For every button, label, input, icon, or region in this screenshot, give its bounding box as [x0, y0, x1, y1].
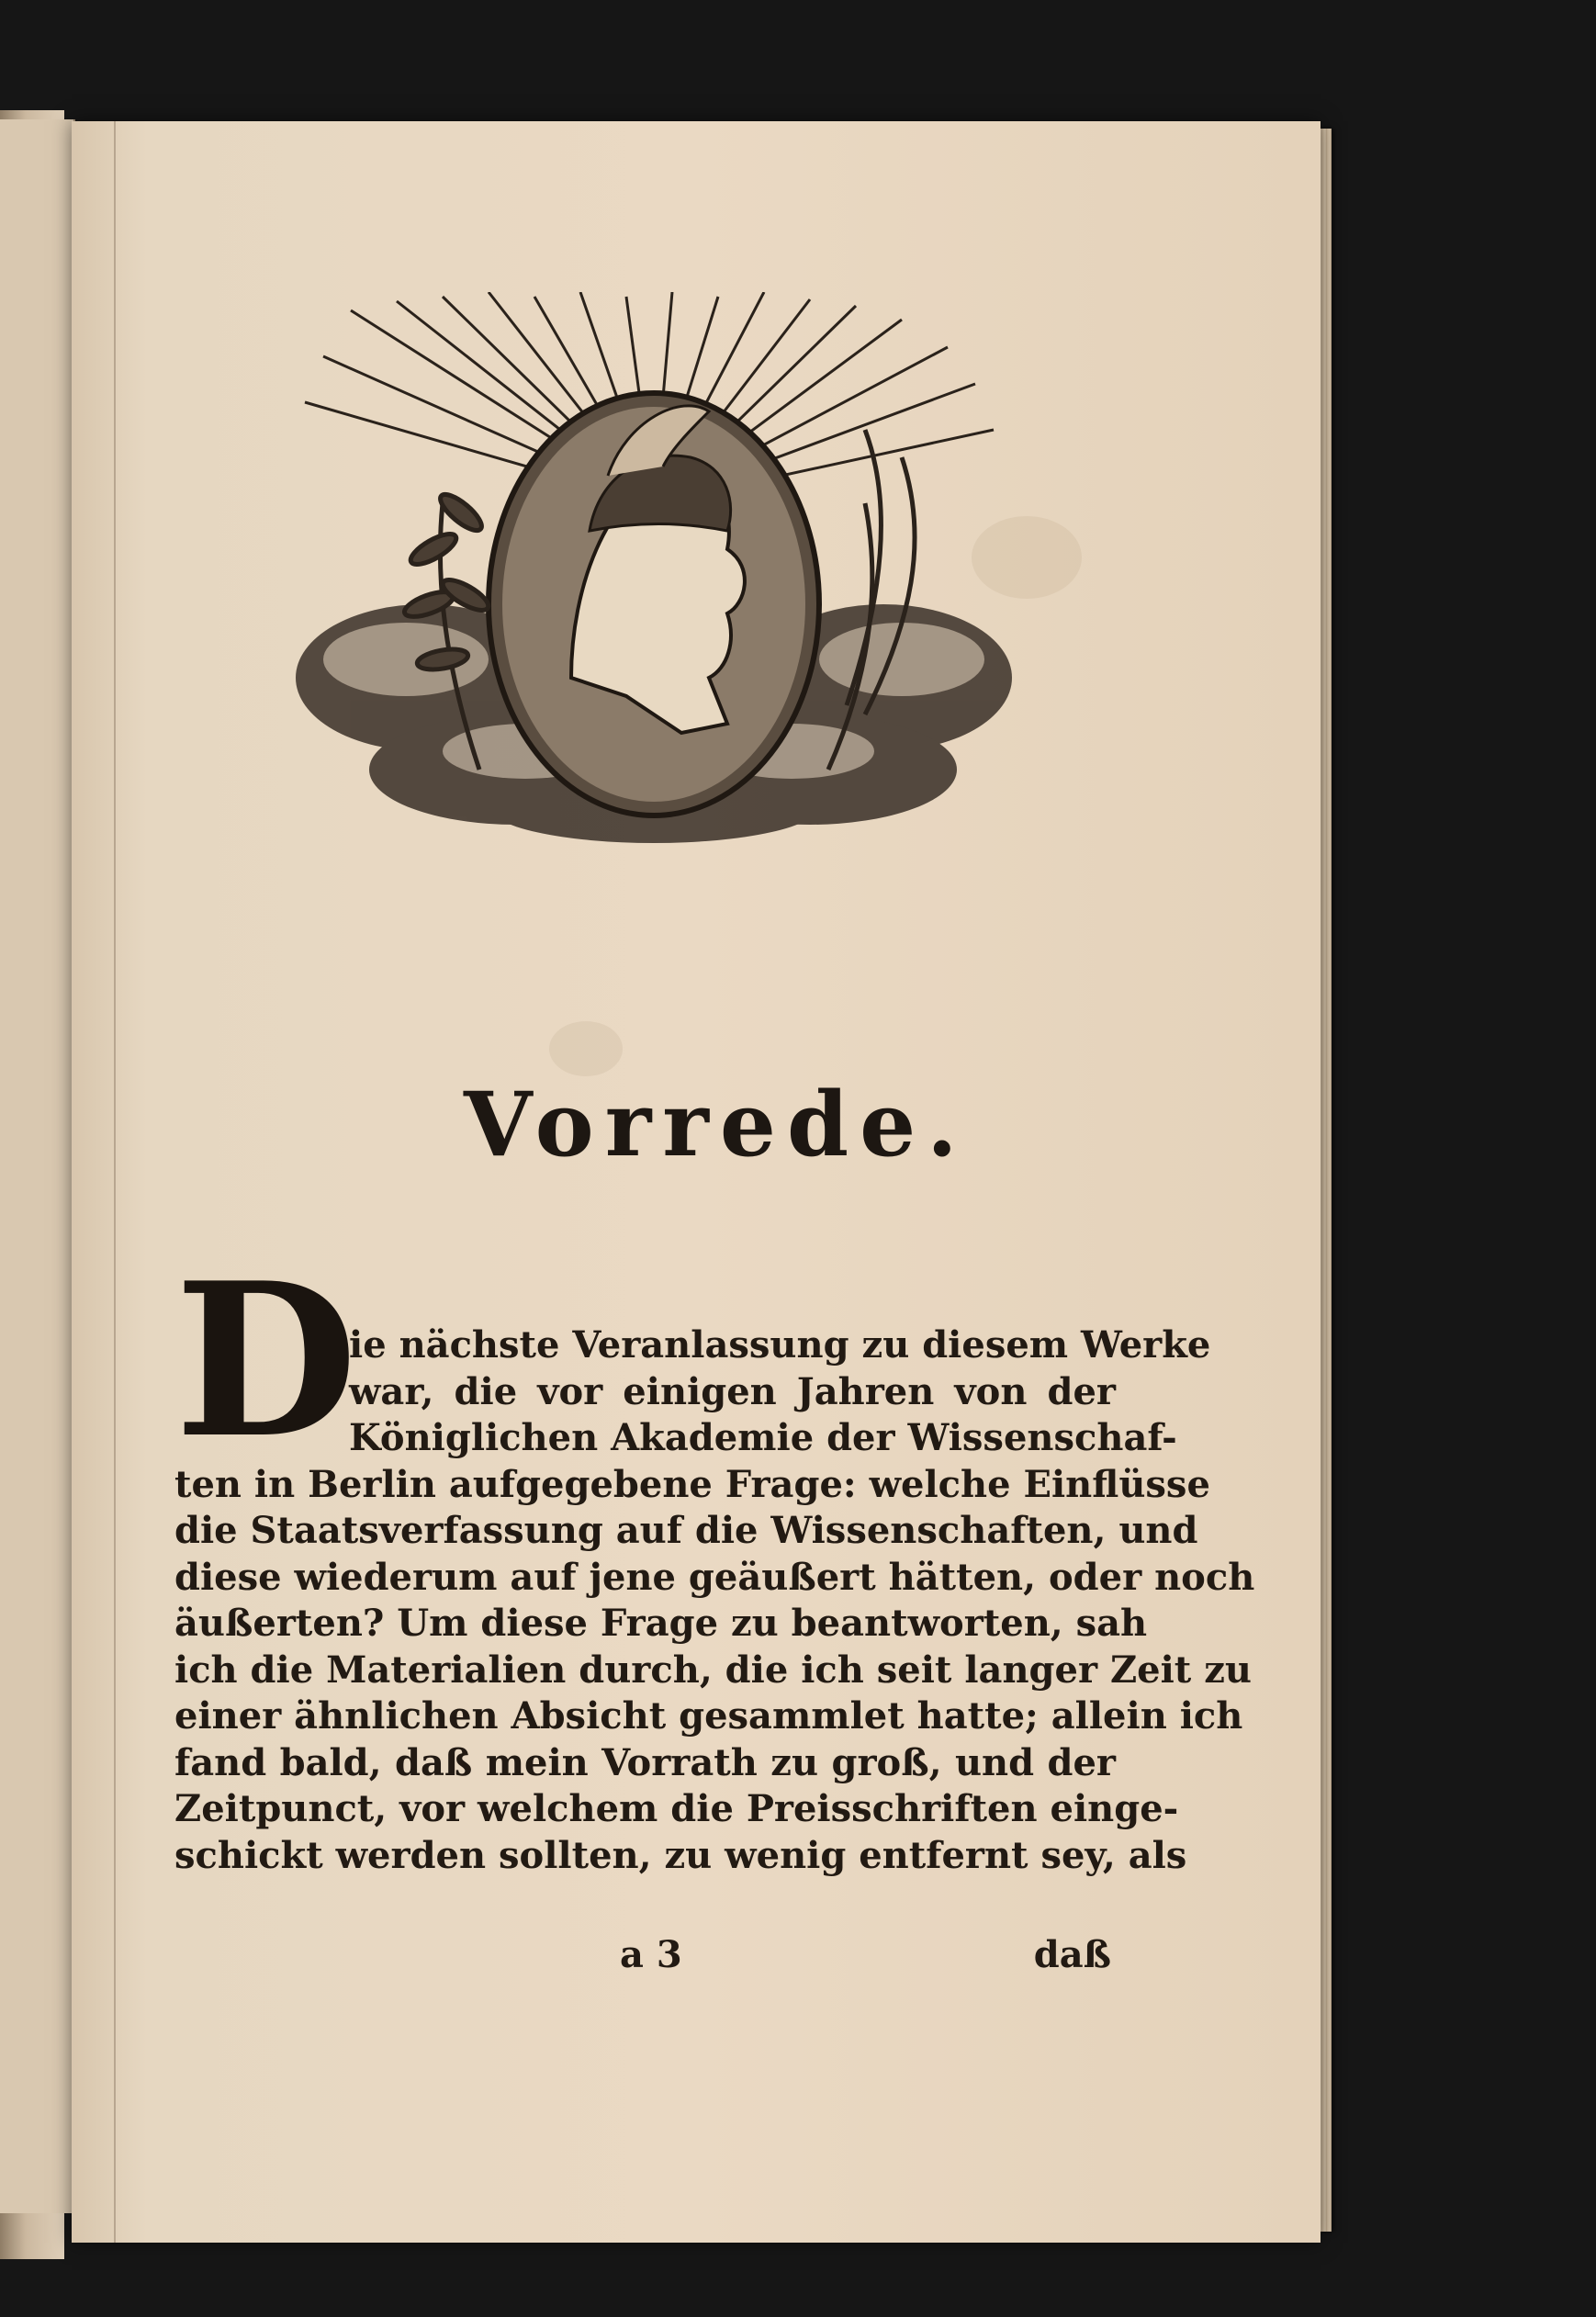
- text-line: einer ähnlichen Absicht gesammlet hatte; allein ich: [174, 1694, 1243, 1738]
- text-line: Zeitpunct, vor welchem die Preisschriften einge-: [174, 1787, 1179, 1830]
- text-line: ten in Berlin aufgegebene Frage: welche Einflüsse: [174, 1462, 1210, 1506]
- text-line: fand bald, daß mein Vorrath zu groß, und der: [174, 1740, 1116, 1784]
- text-line: äußerten? Um diese Frage zu beantworten, sah: [174, 1602, 1148, 1645]
- text-line: die Staatsverfassung auf die Wissenschaften, und: [174, 1509, 1198, 1552]
- signature-mark: a 3: [620, 1933, 682, 1976]
- page-footer: [174, 1933, 1116, 1985]
- drop-cap-initial: D: [174, 1237, 358, 1485]
- body-text: [174, 1322, 1255, 1879]
- text-line: ich die Materialien durch, die ich seit langer Zeit zu: [174, 1648, 1252, 1692]
- text-line: ie nächste Veranlassung zu diesem Werke: [349, 1323, 1211, 1367]
- minerva-vignette-icon: [296, 292, 1012, 857]
- paper-stain: [549, 1021, 623, 1076]
- gutter-fold: [114, 121, 116, 2243]
- text-line: schickt werden sollten, zu wenig entfernt sey, als: [174, 1833, 1187, 1877]
- left-page-edge: [0, 119, 75, 2213]
- text-line: war, die vor einigen Jahren von der: [349, 1369, 1116, 1413]
- text-line: diese wiederum auf jene geäußert hätten, oder noch: [174, 1555, 1255, 1599]
- text-line: Königlichen Akademie der Wissenschaf-: [349, 1416, 1177, 1459]
- page-title: Vorrede.: [464, 1073, 969, 1176]
- catchword: daß: [1033, 1933, 1111, 1976]
